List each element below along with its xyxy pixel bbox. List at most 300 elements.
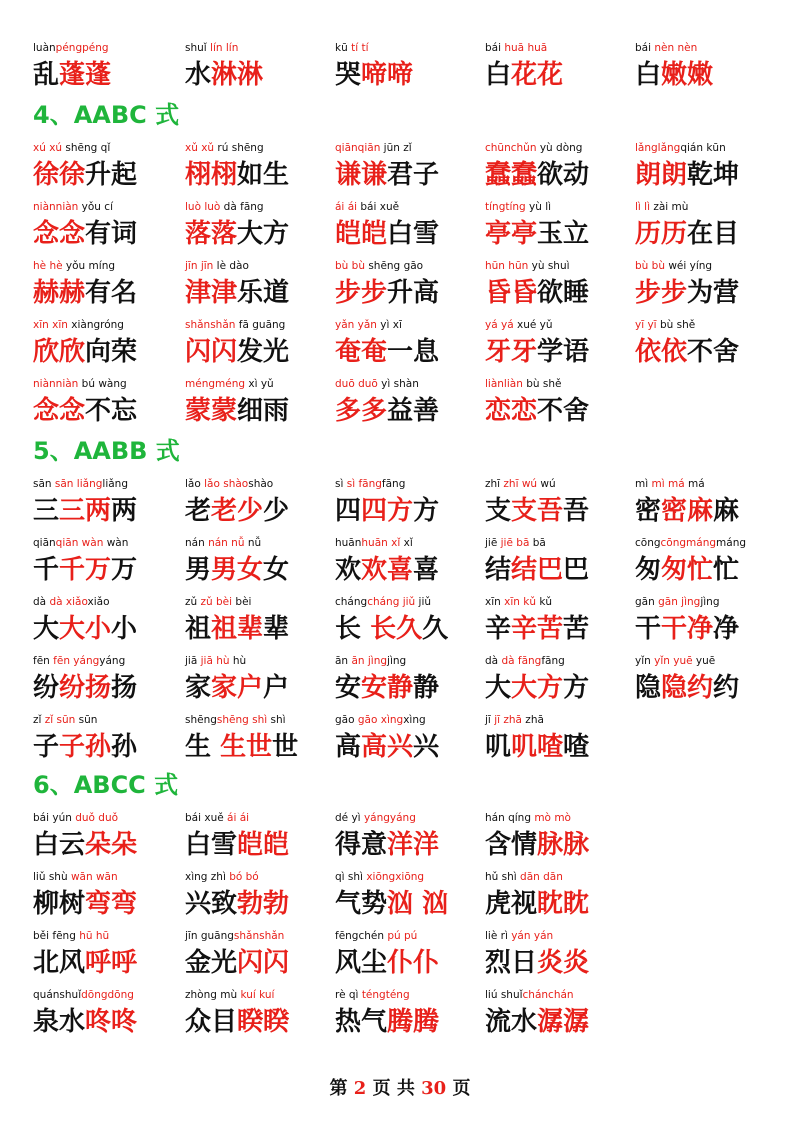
- hanzi-line: [185, 392, 335, 430]
- hanzi-segment: 牙牙: [485, 337, 538, 367]
- hanzi-segment: 辛苦: [511, 614, 564, 644]
- hanzi-segment: 干净: [661, 614, 714, 644]
- hanzi-segment: 闪闪: [185, 337, 238, 367]
- pinyin-segment: chūnchǔn: [485, 142, 537, 154]
- hanzi-segment: 少: [263, 496, 290, 526]
- hanzi-segment: 结巴: [511, 555, 564, 585]
- hanzi-segment: 大小: [59, 614, 112, 644]
- hanzi-segment: 泉水: [33, 1007, 86, 1037]
- pinyin-segment: cháng: [335, 596, 368, 608]
- hanzi-segment: 如生: [237, 160, 290, 190]
- word-item: [485, 376, 635, 430]
- hanzi-segment: 升高: [387, 278, 440, 308]
- pinyin-segment: fā guāng: [235, 319, 286, 331]
- pinyin-line: [335, 869, 485, 885]
- pinyin-segment: zǔ bèi: [200, 596, 233, 608]
- word-row: [0, 810, 800, 870]
- pinyin-line: [335, 712, 485, 728]
- hanzi-segment: 眈眈: [537, 889, 590, 919]
- hanzi-segment: 津津: [185, 278, 238, 308]
- word-item: [185, 376, 335, 430]
- hanzi-segment: 蠢蠢: [485, 160, 538, 190]
- hanzi-line: [635, 215, 785, 253]
- pinyin-segment: nán: [185, 537, 209, 549]
- pinyin-segment: yǐn yuē: [654, 655, 693, 667]
- hanzi-segment: 恋恋: [485, 396, 538, 426]
- word-item: [33, 869, 183, 923]
- pinyin-segment: qiānqiān: [335, 142, 381, 154]
- word-item: [485, 987, 635, 1041]
- pinyin-line: [635, 258, 785, 274]
- pinyin-segment: yù lì: [525, 201, 552, 213]
- pinyin-segment: shēng gāo: [364, 260, 424, 272]
- hanzi-segment: 欲动: [537, 160, 590, 190]
- pinyin-line: [33, 535, 183, 551]
- hanzi-segment: 安静: [361, 673, 414, 703]
- hanzi-segment: 徐徐: [33, 160, 86, 190]
- pinyin-line: [335, 810, 485, 826]
- hanzi-segment: 小: [111, 614, 138, 644]
- hanzi-line: [335, 492, 485, 530]
- hanzi-line: [33, 56, 183, 94]
- pinyin-line: [335, 653, 485, 669]
- pinyin-segment: shǎnshǎn: [233, 930, 285, 942]
- hanzi-line: [335, 669, 485, 707]
- pinyin-segment: xǔ xǔ: [185, 142, 215, 154]
- word-item: [335, 199, 485, 253]
- pinyin-segment: shào: [248, 478, 274, 490]
- pinyin-line: [185, 535, 335, 551]
- pinyin-line: [33, 928, 183, 944]
- hanzi-segment: 含情: [485, 830, 538, 860]
- hanzi-segment: 花花: [511, 60, 564, 90]
- pinyin-line: [335, 928, 485, 944]
- word-item: [185, 869, 335, 923]
- pinyin-segment: fāng: [541, 655, 565, 667]
- pinyin-segment: xǐ: [400, 537, 413, 549]
- word-item: [335, 140, 485, 194]
- hanzi-segment: 老: [185, 496, 212, 526]
- pinyin-segment: sūn: [75, 714, 98, 726]
- word-item: [185, 987, 335, 1041]
- hanzi-line: [485, 610, 635, 648]
- hanzi-segment: 约: [713, 673, 740, 703]
- pinyin-segment: nǚ: [244, 537, 262, 549]
- hanzi-segment: 苦: [563, 614, 590, 644]
- hanzi-line: [33, 492, 183, 530]
- hanzi-segment: 升起: [85, 160, 138, 190]
- word-item: [33, 928, 183, 982]
- word-row: [0, 535, 800, 595]
- word-item: [185, 594, 335, 648]
- pinyin-segment: dà fāng: [220, 201, 264, 213]
- hanzi-segment: 巴: [563, 555, 590, 585]
- hanzi-line: [185, 215, 335, 253]
- word-item: [635, 594, 785, 648]
- pinyin-segment: xìng zhì: [185, 871, 230, 883]
- pinyin-segment: hǔ shì: [485, 871, 521, 883]
- hanzi-segment: 为营: [687, 278, 740, 308]
- word-row: [0, 712, 800, 772]
- word-item: [635, 199, 785, 253]
- hanzi-line: [185, 944, 335, 982]
- hanzi-segment: 流水: [485, 1007, 538, 1037]
- pinyin-segment: jīn guāng: [185, 930, 234, 942]
- hanzi-segment: 谦谦: [335, 160, 388, 190]
- hanzi-segment: 细雨: [237, 396, 290, 426]
- hanzi-segment: 啼啼: [361, 60, 414, 90]
- hanzi-line: [635, 56, 785, 94]
- pinyin-line: [335, 317, 485, 333]
- word-row: [0, 653, 800, 713]
- hanzi-segment: 喜: [413, 555, 440, 585]
- page-footer: [0, 1074, 800, 1100]
- word-item: [33, 258, 183, 312]
- hanzi-segment: 祖: [185, 614, 212, 644]
- pinyin-segment: ān jìng: [351, 655, 388, 667]
- pinyin-segment: pú pú: [387, 930, 418, 942]
- hanzi-segment: 家户: [211, 673, 264, 703]
- pinyin-segment: yù shuì: [528, 260, 570, 272]
- pinyin-segment: lǎo shào: [204, 478, 249, 490]
- hanzi-segment: 仆仆: [387, 948, 440, 978]
- pinyin-segment: yá yá: [485, 319, 514, 331]
- pinyin-line: [33, 594, 183, 610]
- hanzi-line: [635, 610, 785, 648]
- hanzi-segment: 得意: [335, 830, 388, 860]
- section-heading: 6、ABCC 式: [33, 771, 179, 799]
- hanzi-segment: 闪闪: [237, 948, 290, 978]
- pinyin-line: [185, 987, 335, 1003]
- word-item: [33, 712, 183, 766]
- pinyin-segment: sān liǎng: [54, 478, 103, 490]
- hanzi-line: [335, 826, 485, 864]
- pinyin-segment: yī yī: [635, 319, 657, 331]
- footer-prefix: 第: [329, 1078, 354, 1099]
- word-item: [335, 317, 485, 371]
- hanzi-segment: 烈日: [485, 948, 538, 978]
- pinyin-segment: wú: [537, 478, 556, 490]
- hanzi-segment: 欣欣: [33, 337, 86, 367]
- pinyin-segment: kū: [335, 42, 352, 54]
- hanzi-segment: 家: [185, 673, 212, 703]
- word-item: [335, 712, 485, 766]
- pinyin-segment: dé yì: [335, 812, 364, 824]
- hanzi-line: [185, 551, 335, 589]
- pinyin-segment: shēng qǐ: [62, 142, 111, 154]
- hanzi-segment: 有词: [85, 219, 138, 249]
- pinyin-segment: bā: [529, 537, 546, 549]
- hanzi-segment: 密: [635, 496, 662, 526]
- hanzi-line: [335, 885, 485, 923]
- pinyin-segment: quánshuǐ: [33, 989, 82, 1001]
- hanzi-line: [33, 885, 183, 923]
- hanzi-line: [33, 392, 183, 430]
- hanzi-segment: 世: [272, 732, 299, 762]
- hanzi-segment: 久: [422, 614, 449, 644]
- pinyin-line: [485, 376, 635, 392]
- pinyin-segment: kǔ: [535, 596, 553, 608]
- hanzi-segment: 老少: [211, 496, 264, 526]
- word-row: [0, 594, 800, 654]
- pinyin-line: [33, 376, 183, 392]
- hanzi-segment: 兴: [413, 732, 440, 762]
- word-item: [335, 653, 485, 707]
- pinyin-line: [485, 712, 635, 728]
- hanzi-segment: 有名: [85, 278, 138, 308]
- hanzi-line: [185, 56, 335, 94]
- word-item: [635, 653, 785, 707]
- pinyin-line: [185, 810, 335, 826]
- hanzi-segment: 密麻: [661, 496, 714, 526]
- hanzi-line: [33, 826, 183, 864]
- hanzi-segment: 皑皑: [237, 830, 290, 860]
- hanzi-line: [485, 392, 635, 430]
- pinyin-segment: niànniàn: [33, 201, 79, 213]
- hanzi-segment: 两: [111, 496, 138, 526]
- pinyin-segment: yù dòng: [536, 142, 583, 154]
- hanzi-line: [485, 669, 635, 707]
- word-item: [485, 140, 635, 194]
- pinyin-line: [185, 712, 335, 728]
- hanzi-segment: 依依: [635, 337, 688, 367]
- word-item: [33, 476, 183, 530]
- hanzi-segment: 大: [485, 673, 512, 703]
- pinyin-segment: yì shàn: [377, 378, 419, 390]
- pinyin-segment: xiàngróng: [67, 319, 124, 331]
- hanzi-line: [635, 333, 785, 371]
- pinyin-segment: jiǔ: [415, 596, 432, 608]
- footer-middle: 页 共: [366, 1078, 422, 1099]
- word-row: [0, 987, 800, 1047]
- hanzi-line: [335, 215, 485, 253]
- footer-suffix: 页: [446, 1078, 471, 1099]
- hanzi-segment: 辈: [263, 614, 290, 644]
- hanzi-segment: 虎视: [485, 889, 538, 919]
- hanzi-segment: 大: [33, 614, 60, 644]
- word-item: [185, 535, 335, 589]
- hanzi-line: [33, 551, 183, 589]
- pinyin-segment: nán nǚ: [208, 537, 245, 549]
- pinyin-segment: niànniàn: [33, 378, 79, 390]
- pinyin-line: [485, 594, 635, 610]
- hanzi-segment: 呼呼: [85, 948, 138, 978]
- word-item: [185, 40, 335, 94]
- word-item: [485, 594, 635, 648]
- hanzi-segment: 不舍: [687, 337, 740, 367]
- hanzi-segment: 男女: [211, 555, 264, 585]
- pinyin-segment: hù: [229, 655, 247, 667]
- hanzi-line: [33, 215, 183, 253]
- pinyin-segment: yáng: [99, 655, 126, 667]
- word-item: [635, 317, 785, 371]
- pinyin-segment: huān: [335, 537, 362, 549]
- pinyin-segment: shì: [267, 714, 286, 726]
- pinyin-line: [635, 40, 785, 56]
- pinyin-segment: péngpéng: [55, 42, 109, 54]
- pinyin-line: [33, 140, 183, 156]
- pinyin-line: [185, 476, 335, 492]
- pinyin-segment: bái yún: [33, 812, 76, 824]
- hanzi-segment: 隐: [635, 673, 662, 703]
- pinyin-segment: bái: [485, 42, 505, 54]
- pinyin-segment: shēng: [185, 714, 217, 726]
- word-item: [335, 376, 485, 430]
- pinyin-segment: fāng: [381, 478, 406, 490]
- hanzi-segment: 高兴: [361, 732, 414, 762]
- pinyin-line: [635, 317, 785, 333]
- hanzi-segment: 支: [485, 496, 512, 526]
- pinyin-segment: ái ái: [335, 201, 358, 213]
- pinyin-line: [485, 535, 635, 551]
- pinyin-line: [635, 594, 785, 610]
- word-item: [335, 810, 485, 864]
- hanzi-segment: 生: [185, 732, 221, 762]
- hanzi-segment: 忙: [713, 555, 740, 585]
- section-heading: 5、AABB 式: [33, 437, 180, 465]
- hanzi-segment: 祖辈: [211, 614, 264, 644]
- pinyin-segment: luò luò: [185, 201, 221, 213]
- pinyin-segment: jiā hù: [200, 655, 230, 667]
- pinyin-segment: zǐ sūn: [44, 714, 76, 726]
- word-item: [335, 535, 485, 589]
- pinyin-segment: bèi: [232, 596, 252, 608]
- pinyin-segment: xú xú: [33, 142, 63, 154]
- word-row: [0, 317, 800, 377]
- hanzi-segment: 哭: [335, 60, 362, 90]
- pinyin-line: [185, 40, 335, 56]
- hanzi-line: [485, 333, 635, 371]
- hanzi-segment: 潺潺: [537, 1007, 590, 1037]
- hanzi-segment: 麻: [713, 496, 740, 526]
- pinyin-segment: zhā: [521, 714, 544, 726]
- hanzi-segment: 睽睽: [237, 1007, 290, 1037]
- hanzi-segment: 念念: [33, 396, 86, 426]
- hanzi-line: [485, 551, 635, 589]
- word-item: [33, 594, 183, 648]
- hanzi-line: [33, 669, 183, 707]
- pinyin-segment: fēngchén: [335, 930, 388, 942]
- pinyin-segment: yǒu míng: [62, 260, 116, 272]
- hanzi-line: [485, 944, 635, 982]
- word-item: [33, 40, 183, 94]
- pinyin-segment: bù shě: [522, 378, 562, 390]
- hanzi-line: [335, 728, 485, 766]
- pinyin-segment: jī: [485, 714, 495, 726]
- word-row: [0, 476, 800, 536]
- pinyin-segment: hūn hūn: [485, 260, 529, 272]
- hanzi-segment: 支吾: [511, 496, 564, 526]
- hanzi-segment: 嫩嫩: [661, 60, 714, 90]
- pinyin-segment: dà fāng: [501, 655, 542, 667]
- hanzi-line: [185, 728, 335, 766]
- hanzi-segment: 生世: [220, 732, 273, 762]
- hanzi-segment: 欢喜: [361, 555, 414, 585]
- hanzi-segment: 欲睡: [537, 278, 590, 308]
- hanzi-segment: 昏昏: [485, 278, 538, 308]
- pinyin-segment: liú shuǐ: [485, 989, 523, 1001]
- pinyin-segment: lǎo: [185, 478, 205, 490]
- hanzi-segment: 朵朵: [85, 830, 138, 860]
- word-item: [485, 810, 635, 864]
- pinyin-line: [485, 317, 635, 333]
- hanzi-line: [635, 551, 785, 589]
- word-item: [33, 653, 183, 707]
- word-row: [0, 199, 800, 259]
- word-item: [635, 258, 785, 312]
- pinyin-segment: bái xuě: [185, 812, 228, 824]
- hanzi-segment: 千万: [59, 555, 112, 585]
- word-item: [33, 376, 183, 430]
- hanzi-segment: 隐约: [661, 673, 714, 703]
- hanzi-segment: 弯弯: [85, 889, 138, 919]
- pinyin-segment: xiǎo: [87, 596, 110, 608]
- hanzi-segment: 子: [33, 732, 60, 762]
- pinyin-segment: zǔ: [185, 596, 201, 608]
- hanzi-segment: 蓬蓬: [59, 60, 112, 90]
- pinyin-line: [335, 258, 485, 274]
- pinyin-line: [33, 199, 183, 215]
- pinyin-segment: cōng: [635, 537, 661, 549]
- pinyin-line: [185, 594, 335, 610]
- pinyin-line: [485, 40, 635, 56]
- hanzi-line: [485, 215, 635, 253]
- pinyin-segment: ái ái: [227, 812, 250, 824]
- hanzi-line: [185, 333, 335, 371]
- pinyin-segment: máng: [716, 537, 747, 549]
- pinyin-segment: sān: [33, 478, 55, 490]
- hanzi-segment: 方: [413, 496, 440, 526]
- hanzi-segment: 汹 汹: [387, 889, 449, 919]
- word-item: [485, 476, 635, 530]
- pinyin-segment: jīn jīn: [185, 260, 214, 272]
- hanzi-segment: 匆: [635, 555, 662, 585]
- pinyin-segment: qiān wàn: [55, 537, 104, 549]
- pinyin-line: [33, 40, 183, 56]
- hanzi-segment: 高: [335, 732, 362, 762]
- hanzi-segment: 三: [33, 496, 60, 526]
- word-item: [635, 40, 785, 94]
- pinyin-segment: zhòng mù: [185, 989, 241, 1001]
- word-item: [185, 712, 335, 766]
- pinyin-line: [335, 140, 485, 156]
- word-item: [335, 987, 485, 1041]
- hanzi-segment: 孙: [111, 732, 138, 762]
- hanzi-segment: 匆忙: [661, 555, 714, 585]
- hanzi-segment: 三两: [59, 496, 112, 526]
- hanzi-segment: 气势: [335, 889, 388, 919]
- pinyin-segment: dōngdōng: [81, 989, 134, 1001]
- pinyin-line: [485, 258, 635, 274]
- pinyin-segment: lì lì: [635, 201, 651, 213]
- pinyin-segment: liè rì: [485, 930, 512, 942]
- hanzi-segment: 纷: [33, 673, 60, 703]
- pinyin-segment: zǐ: [33, 714, 45, 726]
- hanzi-segment: 长: [335, 614, 371, 644]
- pinyin-segment: yǒu cí: [78, 201, 113, 213]
- hanzi-line: [33, 610, 183, 648]
- pinyin-segment: xué yǔ: [513, 319, 553, 331]
- hanzi-segment: 柳树: [33, 889, 86, 919]
- pinyin-segment: téngténg: [361, 989, 410, 1001]
- pinyin-line: [635, 140, 785, 156]
- word-item: [33, 810, 183, 864]
- hanzi-segment: 方: [563, 673, 590, 703]
- pinyin-segment: má: [684, 478, 705, 490]
- pinyin-segment: zhī: [485, 478, 504, 490]
- pinyin-segment: cōngmáng: [660, 537, 717, 549]
- hanzi-line: [335, 1003, 485, 1041]
